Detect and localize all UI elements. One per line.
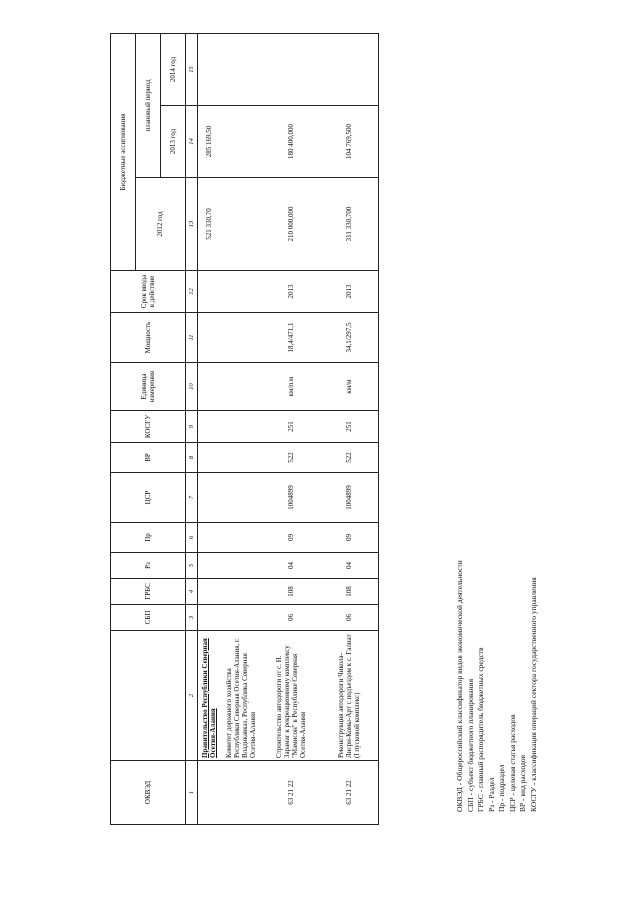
header-budget: Бюджетные ассигнования <box>111 34 136 271</box>
header-rz: Рз <box>111 553 186 579</box>
header-grbs: ГРБС <box>111 579 186 605</box>
legend-item: ГРБС - главный распорядитель бюджетных средств <box>476 647 485 812</box>
row-2013: 104 769,500 <box>320 106 379 178</box>
col-num: 11 <box>186 313 198 363</box>
legend-item: ВР - вид расходов <box>518 754 527 812</box>
organization-name: Комитет дорожного хозяйства Республики Северная Осетия-Алания, г. Владикавказ, Республика Северная Осетия-Алания <box>220 631 262 761</box>
header-unit: Единица измерения <box>111 363 186 411</box>
row-capacity: 18,4/471,1 <box>262 313 320 363</box>
header-planned: плановый период <box>136 34 161 178</box>
header-pr: Пр <box>111 523 186 553</box>
row-name: Реконструкция автодороги Чикола-Лисри-Комы-Арт с подъездом к с. Галиат (I пусковой комплекс) <box>320 631 379 761</box>
row-2014 <box>262 34 320 106</box>
header-name <box>111 631 186 761</box>
row-csp: 06 <box>320 605 379 631</box>
col-num: 8 <box>186 443 198 473</box>
col-num: 9 <box>186 411 198 443</box>
legend-item: СБП - субъект бюджетного планирования <box>465 678 475 812</box>
legend-item: ОКВЭД - Общероссийский классификатор видов экономической деятельности <box>455 560 464 812</box>
col-num: 7 <box>186 473 198 523</box>
organization-row <box>220 34 262 825</box>
col-num: 5 <box>186 553 198 579</box>
table-row <box>320 34 379 825</box>
row-vr: 522 <box>262 443 320 473</box>
legend-item: ЦСР - целевая статья расходов <box>507 714 517 812</box>
row-csr: 1004899 <box>262 473 320 523</box>
header-csp: СБП <box>111 605 186 631</box>
row-kosgu: 251 <box>262 411 320 443</box>
row-csp: 06 <box>262 605 320 631</box>
table-row <box>262 34 320 825</box>
col-num: 2 <box>186 631 198 761</box>
legend-item: Рз - Раздел <box>486 777 496 812</box>
header-kosgu: КОСГУ <box>111 411 186 443</box>
row-kosgu: 251 <box>320 411 379 443</box>
header-term: Срок ввода в действие <box>111 271 186 313</box>
col-num: 4 <box>186 579 198 605</box>
header-2014: 2014 год <box>161 34 186 106</box>
government-title-line2: Осетия-Алания <box>209 708 217 758</box>
column-number-row <box>186 34 198 825</box>
col-num: 14 <box>186 106 198 178</box>
row-term: 2013 <box>262 271 320 313</box>
row-grbs: 108 <box>262 579 320 605</box>
row-pr: 09 <box>262 523 320 553</box>
row-2012: 210 000,000 <box>262 178 320 271</box>
legend-item: Пр - подраздел <box>497 764 506 812</box>
row-vr: 522 <box>320 443 379 473</box>
row-name: Строительство автодороги от с. Н. Зарамаг к рекреационному комплексу "Мамисон" в Республике Северная Осетия-Алания <box>262 631 320 761</box>
legend-item: КОСГУ - классификация операций сектора государственного управления <box>528 577 538 812</box>
col-num: 6 <box>186 523 198 553</box>
government-row <box>198 34 221 825</box>
row-unit: км/м <box>320 363 379 411</box>
government-total-2013: 285 169,50 <box>198 106 221 178</box>
budget-table <box>110 33 379 825</box>
abbreviation-legend <box>455 412 539 812</box>
col-num: 1 <box>186 761 198 825</box>
row-rz: 04 <box>320 553 379 579</box>
col-num: 10 <box>186 363 198 411</box>
header-okved: ОКВЭД <box>111 761 186 825</box>
col-num: 3 <box>186 605 198 631</box>
col-num: 13 <box>186 178 198 271</box>
header-row-1 <box>111 34 136 825</box>
header-csr: ЦСР <box>111 473 186 523</box>
row-2013: 180 400,000 <box>262 106 320 178</box>
header-2012: 2012 год <box>136 178 186 271</box>
row-okved: 63 21 22 <box>262 761 320 825</box>
row-pr: 09 <box>320 523 379 553</box>
row-unit: км/п.м <box>262 363 320 411</box>
header-2013: 2013 год <box>161 106 186 178</box>
government-total-2012: 521 330,70 <box>198 178 221 271</box>
row-csr: 1004899 <box>320 473 379 523</box>
col-num: 15 <box>186 34 198 106</box>
row-grbs: 108 <box>320 579 379 605</box>
header-vr: ВР <box>111 443 186 473</box>
row-okved: 63 21 22 <box>320 761 379 825</box>
col-num: 12 <box>186 271 198 313</box>
row-2014 <box>320 34 379 106</box>
header-capacity: Мощность <box>111 313 186 363</box>
row-2012: 311 330,700 <box>320 178 379 271</box>
government-title-line1: Правительство Республики Северная <box>200 638 209 758</box>
row-term: 2013 <box>320 271 379 313</box>
government-title <box>198 631 221 761</box>
row-capacity: 34,1/297,5 <box>320 313 379 363</box>
row-rz: 04 <box>262 553 320 579</box>
